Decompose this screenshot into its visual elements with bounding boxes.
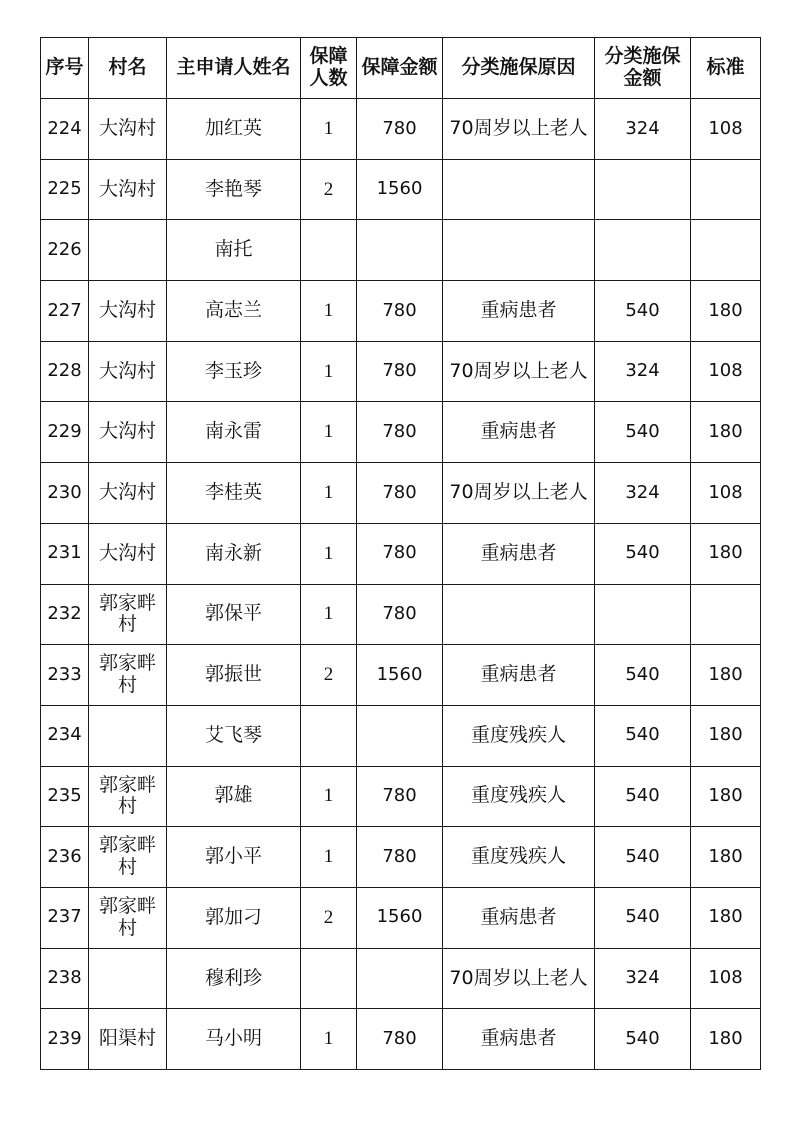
cell-classification-reason: 重病患者 [443, 523, 595, 584]
cell-village: 大沟村 [89, 402, 167, 463]
cell-classification-reason: 重病患者 [443, 645, 595, 706]
cell-classification-amount: 324 [595, 463, 691, 524]
cell-classification-amount: 324 [595, 99, 691, 160]
cell-standard [691, 220, 761, 281]
table-row [41, 887, 761, 948]
cell-covered-count: 1 [301, 402, 357, 463]
cell-village: 大沟村 [89, 523, 167, 584]
cell-applicant-name: 李玉珍 [167, 341, 301, 402]
cell-village: 郭家畔村 [89, 887, 167, 948]
cell-classification-amount: 540 [595, 766, 691, 827]
cell-classification-reason: 70周岁以上老人 [443, 99, 595, 160]
cell-applicant-name: 李桂英 [167, 463, 301, 524]
cell-standard: 108 [691, 948, 761, 1009]
table-row [41, 827, 761, 888]
header-classification-amount: 分类施保金额 [595, 38, 691, 99]
cell-covered-amount: 780 [357, 523, 443, 584]
cell-standard: 180 [691, 705, 761, 766]
cell-applicant-name: 郭保平 [167, 584, 301, 645]
header-applicant-name: 主申请人姓名 [167, 38, 301, 99]
cell-seq: 235 [41, 766, 89, 827]
cell-village: 大沟村 [89, 341, 167, 402]
cell-classification-amount: 540 [595, 523, 691, 584]
cell-seq: 230 [41, 463, 89, 524]
cell-standard [691, 584, 761, 645]
table-body [41, 99, 761, 1070]
cell-village: 郭家畔村 [89, 584, 167, 645]
header-covered-amount: 保障金额 [357, 38, 443, 99]
header-seq: 序号 [41, 38, 89, 99]
cell-standard: 180 [691, 523, 761, 584]
table-row [41, 948, 761, 1009]
cell-covered-amount: 1560 [357, 887, 443, 948]
table-row [41, 281, 761, 342]
cell-covered-count: 1 [301, 523, 357, 584]
cell-covered-amount: 1560 [357, 645, 443, 706]
cell-village: 大沟村 [89, 99, 167, 160]
cell-covered-count: 1 [301, 827, 357, 888]
cell-village [89, 948, 167, 1009]
cell-applicant-name: 郭振世 [167, 645, 301, 706]
cell-classification-amount: 540 [595, 281, 691, 342]
cell-covered-amount: 780 [357, 99, 443, 160]
header-standard: 标准 [691, 38, 761, 99]
cell-applicant-name: 艾飞琴 [167, 705, 301, 766]
cell-classification-amount: 540 [595, 887, 691, 948]
cell-seq: 239 [41, 1009, 89, 1070]
cell-seq: 233 [41, 645, 89, 706]
table-row [41, 1009, 761, 1070]
cell-standard: 108 [691, 99, 761, 160]
header-covered-count: 保障人数 [301, 38, 357, 99]
table-row [41, 220, 761, 281]
cell-applicant-name: 郭加刁 [167, 887, 301, 948]
cell-covered-amount [357, 948, 443, 1009]
cell-covered-count: 1 [301, 99, 357, 160]
cell-covered-amount: 1560 [357, 159, 443, 220]
cell-classification-reason [443, 220, 595, 281]
table-row [41, 402, 761, 463]
cell-classification-reason: 重病患者 [443, 887, 595, 948]
cell-seq: 231 [41, 523, 89, 584]
cell-classification-reason: 重度残疾人 [443, 827, 595, 888]
table-row [41, 463, 761, 524]
cell-seq: 236 [41, 827, 89, 888]
cell-village: 大沟村 [89, 281, 167, 342]
cell-covered-count: 1 [301, 463, 357, 524]
cell-covered-amount: 780 [357, 1009, 443, 1070]
cell-covered-count: 2 [301, 645, 357, 706]
cell-applicant-name: 加红英 [167, 99, 301, 160]
cell-covered-amount: 780 [357, 341, 443, 402]
cell-standard: 180 [691, 1009, 761, 1070]
cell-standard: 108 [691, 463, 761, 524]
cell-village: 大沟村 [89, 463, 167, 524]
cell-classification-amount: 540 [595, 645, 691, 706]
cell-covered-count: 1 [301, 1009, 357, 1070]
cell-seq: 234 [41, 705, 89, 766]
cell-village: 郭家畔村 [89, 827, 167, 888]
cell-covered-amount: 780 [357, 766, 443, 827]
cell-applicant-name: 郭雄 [167, 766, 301, 827]
cell-village: 郭家畔村 [89, 645, 167, 706]
cell-covered-count [301, 705, 357, 766]
cell-village [89, 220, 167, 281]
cell-covered-count [301, 220, 357, 281]
table-row [41, 766, 761, 827]
cell-standard: 180 [691, 887, 761, 948]
cell-classification-reason: 重病患者 [443, 281, 595, 342]
relief-roster-table [40, 37, 761, 1070]
cell-classification-amount: 540 [595, 402, 691, 463]
cell-covered-count: 1 [301, 584, 357, 645]
cell-applicant-name: 马小明 [167, 1009, 301, 1070]
cell-classification-reason: 70周岁以上老人 [443, 948, 595, 1009]
cell-classification-amount: 540 [595, 1009, 691, 1070]
cell-classification-reason [443, 159, 595, 220]
cell-classification-amount: 540 [595, 827, 691, 888]
cell-standard: 180 [691, 281, 761, 342]
cell-seq: 227 [41, 281, 89, 342]
cell-covered-count: 1 [301, 766, 357, 827]
cell-classification-amount [595, 220, 691, 281]
cell-classification-reason: 70周岁以上老人 [443, 341, 595, 402]
cell-classification-reason: 重病患者 [443, 402, 595, 463]
header-classification-reason: 分类施保原因 [443, 38, 595, 99]
cell-covered-amount [357, 220, 443, 281]
cell-seq: 232 [41, 584, 89, 645]
cell-standard: 180 [691, 766, 761, 827]
cell-covered-count [301, 948, 357, 1009]
table-row [41, 705, 761, 766]
cell-village: 大沟村 [89, 159, 167, 220]
table-row [41, 341, 761, 402]
table-row [41, 523, 761, 584]
cell-covered-count: 2 [301, 159, 357, 220]
cell-classification-reason [443, 584, 595, 645]
cell-seq: 228 [41, 341, 89, 402]
cell-classification-amount: 324 [595, 948, 691, 1009]
cell-covered-count: 2 [301, 887, 357, 948]
cell-standard: 108 [691, 341, 761, 402]
cell-seq: 237 [41, 887, 89, 948]
cell-classification-amount [595, 584, 691, 645]
cell-covered-amount: 780 [357, 584, 443, 645]
cell-village: 郭家畔村 [89, 766, 167, 827]
cell-covered-count: 1 [301, 281, 357, 342]
table-row [41, 645, 761, 706]
cell-applicant-name: 南永新 [167, 523, 301, 584]
cell-seq: 224 [41, 99, 89, 160]
cell-classification-amount [595, 159, 691, 220]
cell-classification-reason: 重病患者 [443, 1009, 595, 1070]
cell-seq: 226 [41, 220, 89, 281]
cell-standard [691, 159, 761, 220]
cell-seq: 225 [41, 159, 89, 220]
header-village: 村名 [89, 38, 167, 99]
cell-standard: 180 [691, 645, 761, 706]
header-row [41, 38, 761, 99]
cell-covered-amount: 780 [357, 402, 443, 463]
cell-applicant-name: 李艳琴 [167, 159, 301, 220]
cell-classification-amount: 540 [595, 705, 691, 766]
cell-village: 阳渠村 [89, 1009, 167, 1070]
cell-covered-amount: 780 [357, 463, 443, 524]
cell-standard: 180 [691, 402, 761, 463]
cell-covered-amount [357, 705, 443, 766]
table-row [41, 159, 761, 220]
cell-standard: 180 [691, 827, 761, 888]
cell-classification-amount: 324 [595, 341, 691, 402]
cell-applicant-name: 郭小平 [167, 827, 301, 888]
cell-classification-reason: 重度残疾人 [443, 766, 595, 827]
cell-applicant-name: 南永雷 [167, 402, 301, 463]
cell-seq: 238 [41, 948, 89, 1009]
cell-classification-reason: 重度残疾人 [443, 705, 595, 766]
cell-covered-amount: 780 [357, 827, 443, 888]
table-row [41, 99, 761, 160]
cell-applicant-name: 高志兰 [167, 281, 301, 342]
cell-seq: 229 [41, 402, 89, 463]
cell-applicant-name: 南托 [167, 220, 301, 281]
cell-applicant-name: 穆利珍 [167, 948, 301, 1009]
table-row [41, 584, 761, 645]
cell-covered-count: 1 [301, 341, 357, 402]
cell-classification-reason: 70周岁以上老人 [443, 463, 595, 524]
cell-covered-amount: 780 [357, 281, 443, 342]
cell-village [89, 705, 167, 766]
